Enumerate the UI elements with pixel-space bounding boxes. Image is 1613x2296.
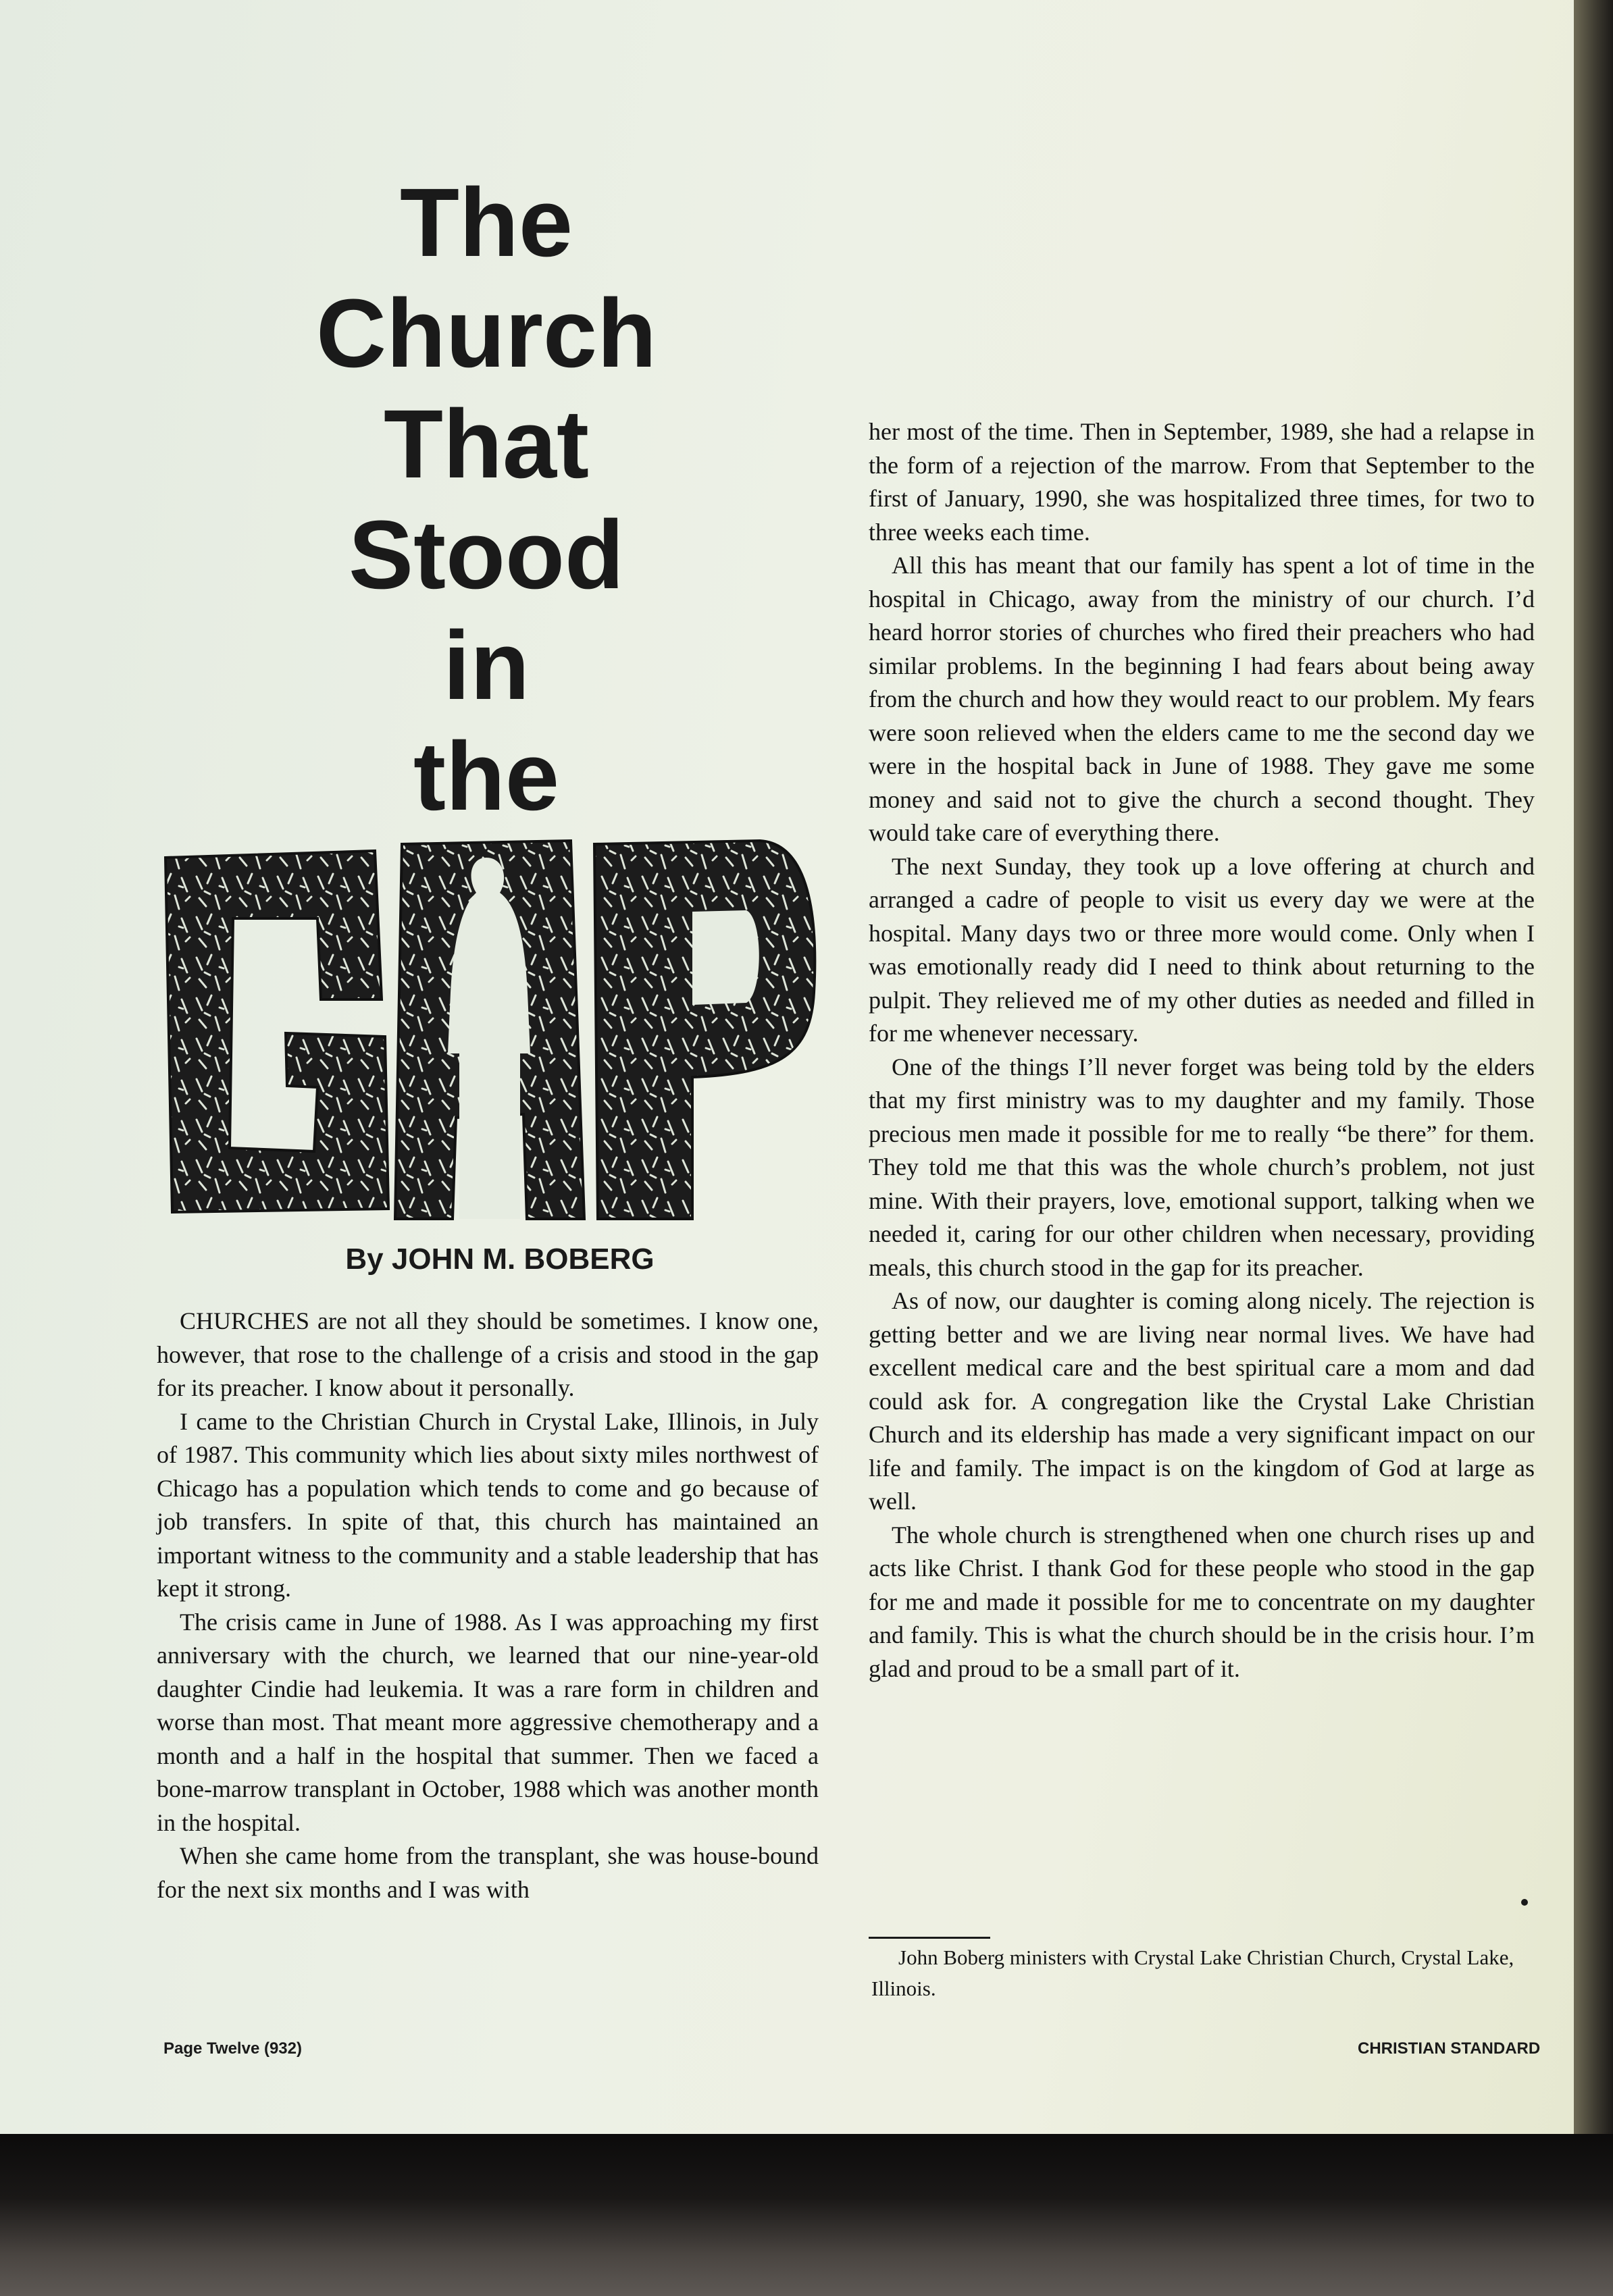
article-column-left <box>157 1305 819 1906</box>
paragraph: her most of the time. Then in September, 1989, she had a relapse in the form of a rejection of the marrow. From that September to the first of January, 1990, she was hospitalized three times, for two to three weeks each time. <box>869 418 1535 546</box>
gap-title-art <box>152 831 821 1236</box>
paragraph: The whole church is strengthened when one church rises up and acts like Christ. I thank God for these people who stood in the gap for me and made it possible for me to concentrate on my daughter and family. This is what the church should be in the crisis hour. I’m glad and proud to be a small part of it. <box>869 1521 1535 1682</box>
letter-p <box>594 841 815 1219</box>
byline: By JOHN M. BOBERG <box>345 1243 655 1276</box>
letter-g <box>165 851 388 1212</box>
title-line: Church <box>316 279 657 388</box>
paragraph: The next Sunday, they took up a love offering at church and arranged a cadre of people to visit us every day we were at the hospital. Many days two or three more would come. Only when I was emotionally ready did I need to think about returning to the pulpit. They relieved me of my other duties as needed and filled in for me whenever necessary. <box>869 852 1535 1047</box>
end-bullet-icon <box>1521 1899 1528 1906</box>
paragraph: One of the things I’ll never forget was being told by the elders that my first ministry was to my daughter and my family. Those precious men made it possible for me to really “be there” for them. They told me that this was the whole church’s problem, not just mine. With their prayers, love, emotional support, talking when we needed it, caring for our other children when necessary, providing meals, this church stood in the gap for its preacher. <box>869 1053 1535 1281</box>
background-surface <box>0 2134 1613 2296</box>
page-number: Page Twelve (932) <box>163 2039 302 2058</box>
title-line: That <box>384 390 589 498</box>
title-line: in <box>443 611 530 720</box>
paragraph: When she came home from the transplant, she was house-bound for the next six months and I was with <box>157 1842 819 1903</box>
title-line: Stood <box>349 500 624 609</box>
title-line: The <box>399 168 573 277</box>
article-title <box>250 167 723 832</box>
page-edge-shadow <box>1574 0 1613 2141</box>
paragraph: CHURCHES are not all they should be sometimes. I know one, however, that rose to the challenge of a crisis and stood in the gap for its preacher. I know about it personally. <box>157 1307 819 1401</box>
author-bio: John Boberg ministers with Crystal Lake Christian Church, Crystal Lake, Illinois. <box>871 1946 1514 2000</box>
divider <box>869 1937 990 1939</box>
article-column-right <box>869 415 1535 1686</box>
paragraph: All this has meant that our family has spent a lot of time in the hospital in Chicago, away from the ministry of our church. I’d heard horror stories of churches who fired their preachers who had similar problems. In the beginning I had fears about being away from the church and how they would react to our problem. My fears were soon relieved when the elders came to me the second day we were in the hospital back in June of 1988. They gave me some money and said not to give the church a second thought. They would take care of everything there. <box>869 552 1535 846</box>
title-line: the <box>413 722 559 831</box>
paragraph: The crisis came in June of 1988. As I was approaching my first anniversary with the church, we learned that our nine-year-old daughter Cindie had leukemia. It was a rare form in children and worse than most. That meant more aggressive chemotherapy and a month and a half in the hospital that summer. Then we faced a bone-marrow transplant in October, 1988 which was another month in the hospital. <box>157 1608 819 1836</box>
paragraph: I came to the Christian Church in Crystal Lake, Illinois, in July of 1987. This community which lies about sixty miles northwest of Chicago has a population which tends to come and go because of job transfers. In spite of that, this church has maintained an important witness to the community and a stable leadership that has kept it strong. <box>157 1407 819 1602</box>
publication-name: CHRISTIAN STANDARD <box>1358 2039 1541 2058</box>
gap-lettering-graphic <box>152 831 821 1236</box>
paragraph: As of now, our daughter is coming along nicely. The rejection is getting better and we are living near normal lives. We have had excellent medical care and the best spiritual care a mom and dad could ask for. A congregation like the Crystal Lake Christian Church and its eldership has made a very significant impact on our life and family. The impact is on the kingdom of God at large as well. <box>869 1287 1535 1515</box>
